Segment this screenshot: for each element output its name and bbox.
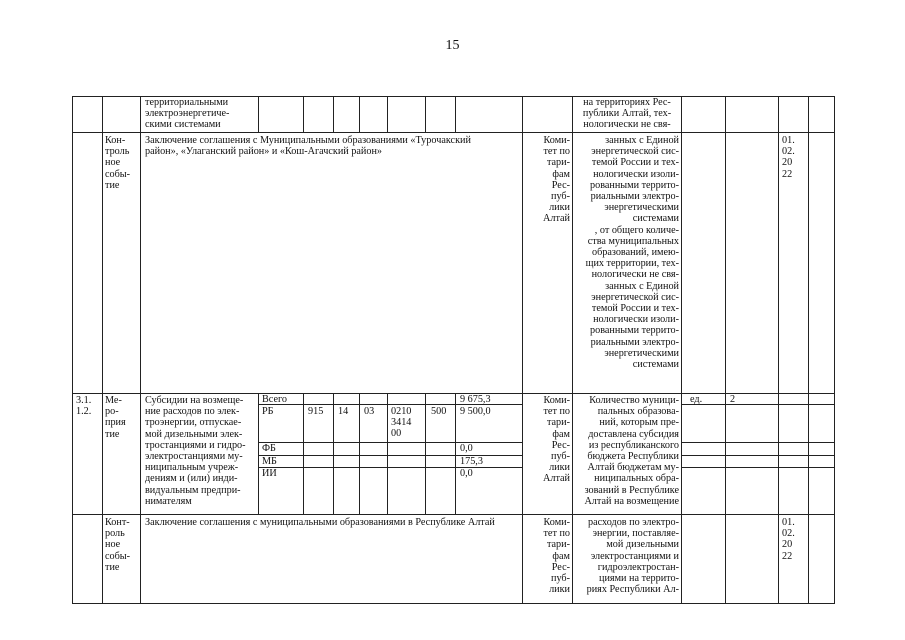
funding-grbs: 915 (308, 406, 324, 417)
funding-amount: 9 675,3 (460, 394, 491, 405)
row3-unit: ед. (690, 394, 703, 405)
row2-event: Заключение соглашения с Муниципальными образованиями «Турочакский район», «Улаганский район» и «Кош-Агачский район» (145, 135, 471, 158)
funding-pr: 03 (364, 406, 375, 417)
funding-csr: 0210 3414 00 (391, 406, 412, 440)
funding-amount: 0,0 (460, 443, 473, 454)
row1-event-tail: территориальными электроэнергетиче- скими системами (145, 97, 230, 131)
funding-source: ИИ (262, 468, 277, 479)
row3-number: 3.1. 1.2. (76, 395, 92, 418)
row4-date: 01. 02. 20 22 (782, 517, 795, 562)
row3-event: Субсидии на возмеще- ние расходов по элек- троэнергии, отпускае- мой дизельными элек- тростанциями и гидро- электростанциями му- ниципальным учреж- дениям и (или) инди- видуальным предпри- нимателям (145, 395, 246, 507)
row4-indicator: расходов по электро- энергии, поставляе- мой дизельными электростанциями и гидроэлектростан- циями на террито- риях Республики Ал- (586, 517, 679, 596)
funding-rz: 14 (338, 406, 349, 417)
row4-type: Конт- роль ное собы- тие (105, 517, 131, 573)
funding-source: ФБ (262, 443, 276, 454)
funding-amount: 175,3 (460, 456, 483, 467)
funding-source: РБ (262, 406, 274, 417)
funding-source: Всего (262, 394, 287, 405)
row2-date: 01. 02. 20 22 (782, 135, 795, 180)
funding-vr: 500 (431, 406, 447, 417)
row3-indicator: Количество муници- пальных образова- ний, которым пре- доставлена субсидия из республиканского бюджета Республики Алтай бюджетам му- ниципальных обра- зований в Республике Алтай на возмещение (584, 395, 679, 507)
row3-responsible: Коми- тет по тари- фам Рес- пуб- лики Алтай (543, 395, 570, 485)
row4-responsible: Коми- тет по тари- фам Рес- пуб- лики (543, 517, 570, 596)
row2-indicator: занных с Единой энергетической сис- темой России и тех- нологически изоли- рованными террито- риальными электро- энергетическими системами , от общего количе- ства муниципальных образований, имею- щих территории, тех- нологически не свя- занных с Единой энергетической сис- темой России и тех- нологически изоли- рованными террито- риальными электро- энергетическими системами (585, 135, 679, 371)
row2-responsible: Коми- тет по тари- фам Рес- пуб- лики Алтай (543, 135, 570, 225)
funding-source: МБ (262, 456, 277, 467)
funding-amount: 9 500,0 (460, 406, 491, 417)
page-number: 15 (445, 38, 460, 53)
row4-event: Заключение соглашения с муниципальными образованиями в Республике Алтай (145, 517, 495, 528)
row2-type: Кон- троль ное собы- тие (105, 135, 131, 191)
row3-type: Ме- ро- прия тие (105, 395, 126, 440)
funding-amount: 0,0 (460, 468, 473, 479)
row1-indicator-tail: на территориях Рес- публики Алтай, тех- нологически не свя- (582, 97, 672, 131)
row3-value: 2 (730, 394, 736, 405)
